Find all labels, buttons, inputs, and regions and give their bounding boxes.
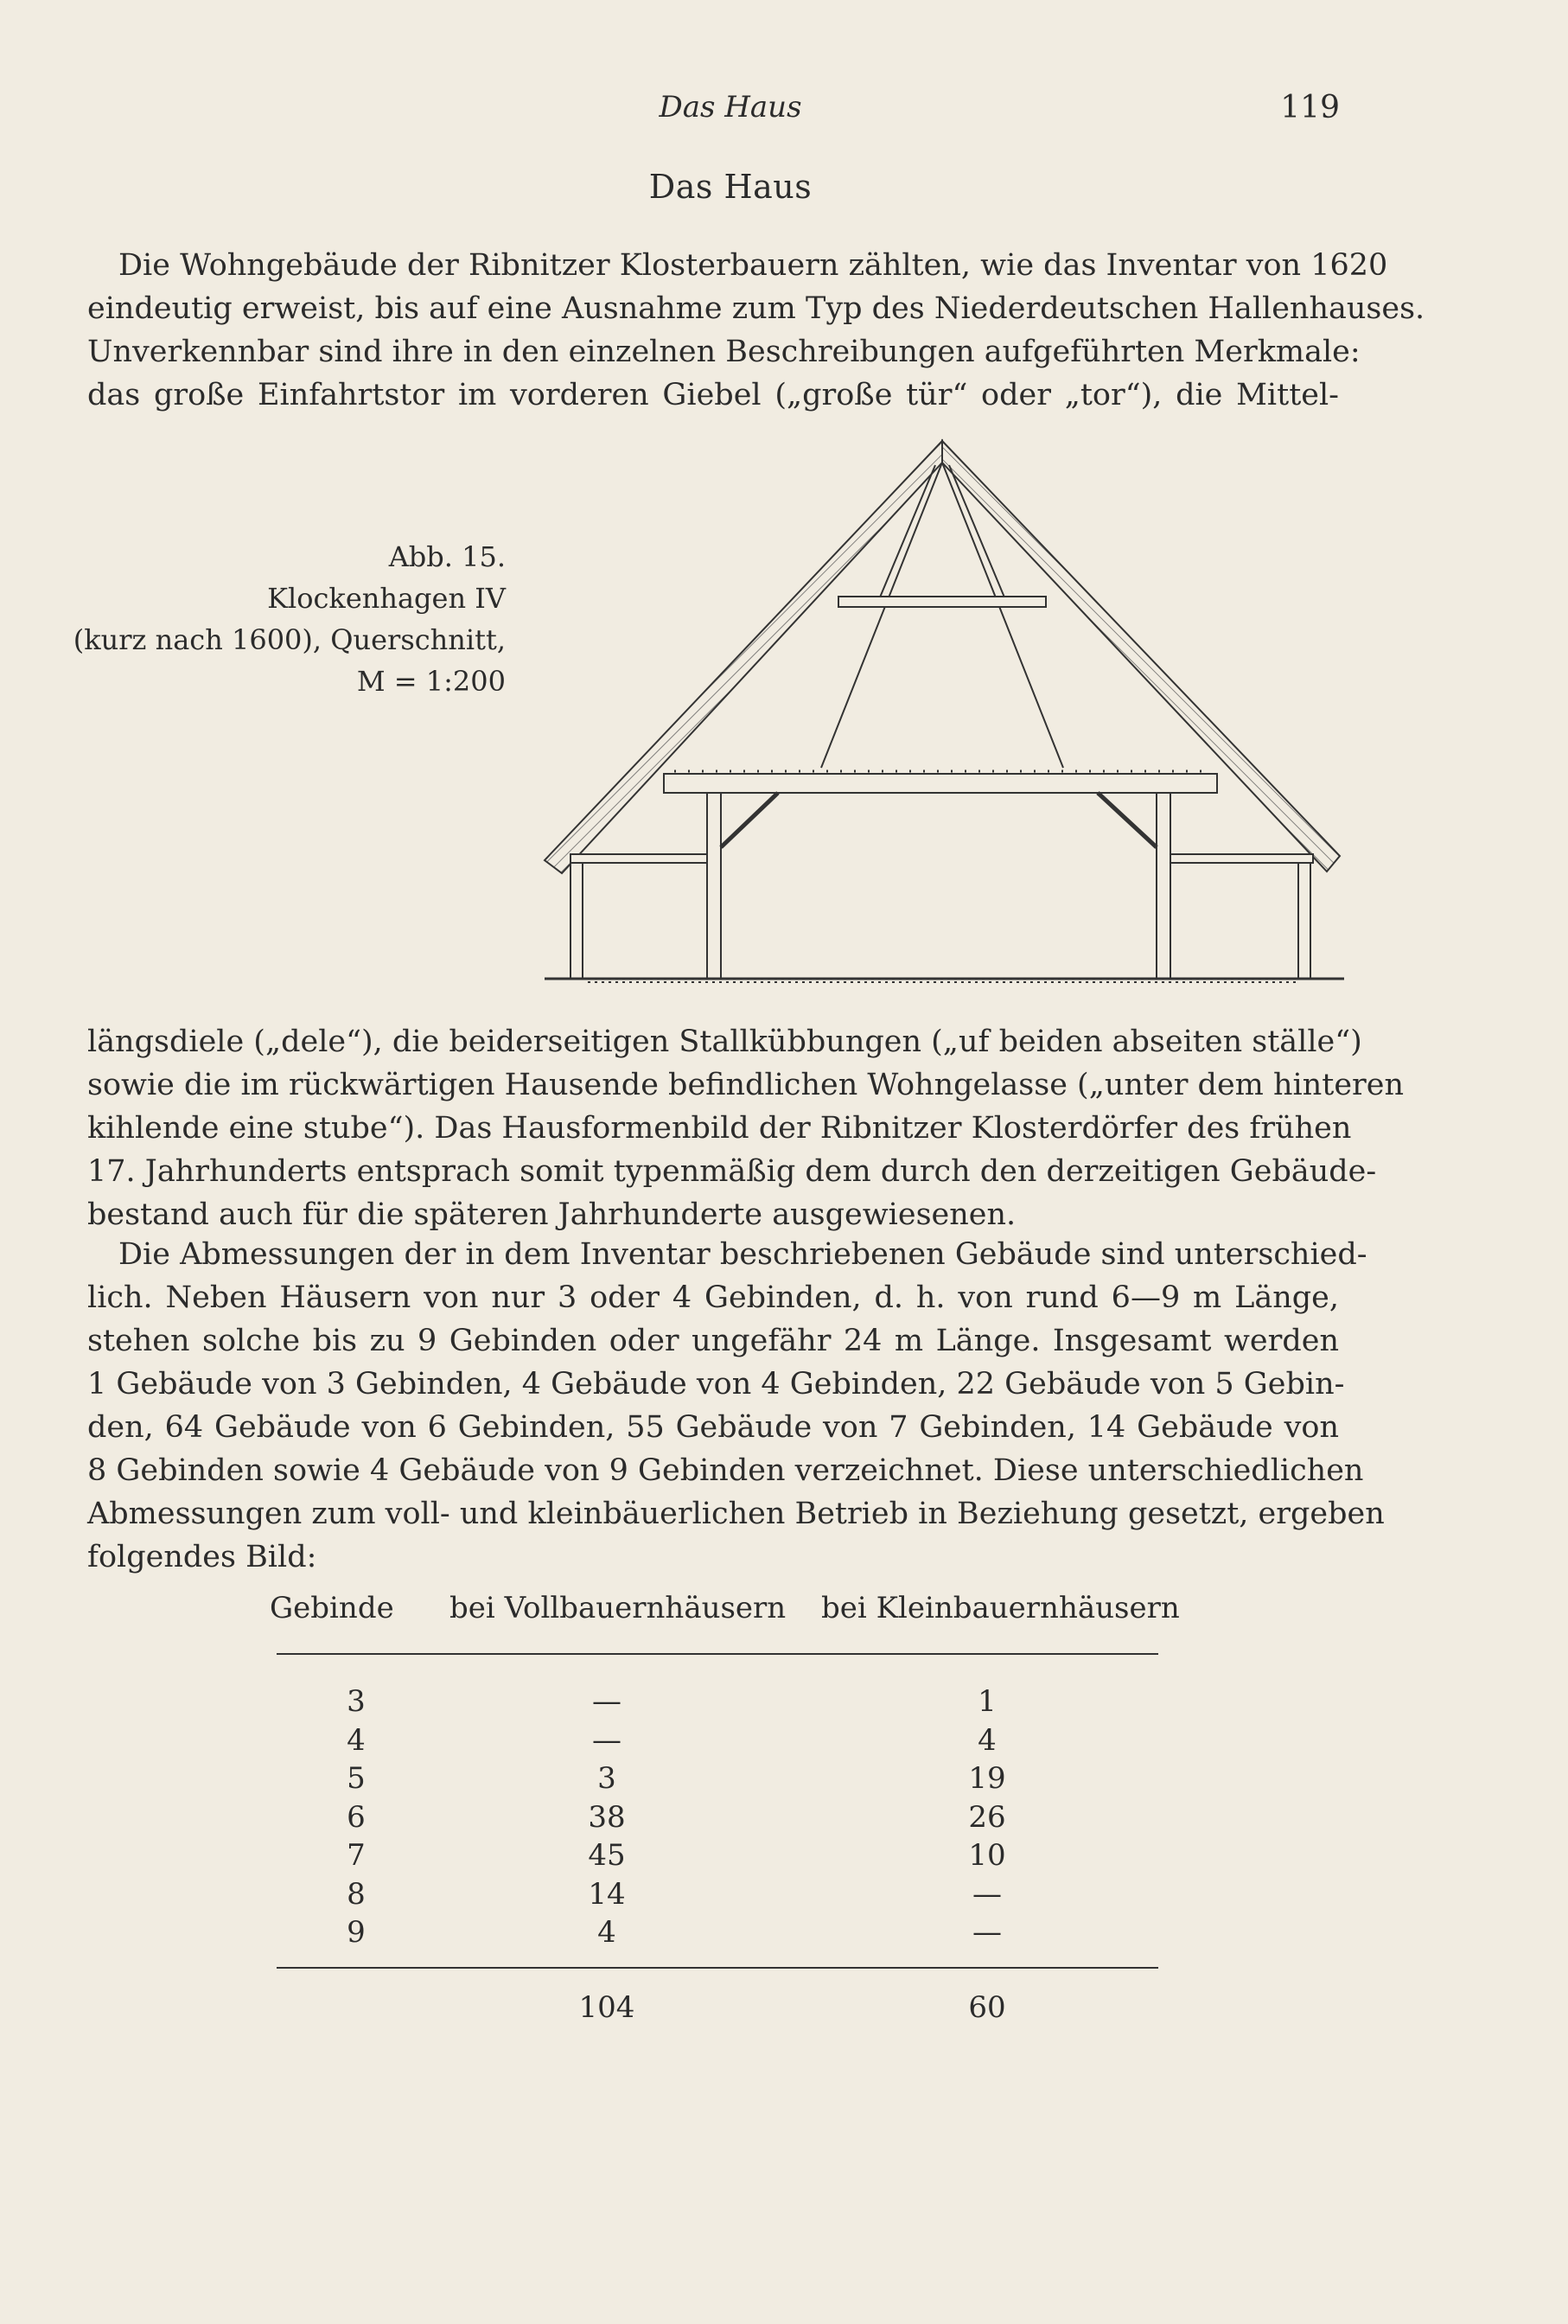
table-rule-bottom xyxy=(277,1967,1158,1969)
table-row xyxy=(270,1723,1151,1762)
total-kleinbauern: 60 xyxy=(968,1990,1006,2025)
table-row xyxy=(270,1684,1151,1723)
table-cell: 6 xyxy=(347,1799,366,1835)
text-line: längsdiele („dele“), die beiderseitigen Stallkübbungen („uf beiden abseiten ställe“) xyxy=(87,1025,1362,1059)
text-line: sowie die im rückwärtigen Hausende befindlichen Wohngelasse („unter dem hinteren xyxy=(87,1068,1405,1102)
table-cell: 7 xyxy=(347,1838,366,1873)
figure-caption xyxy=(52,536,506,702)
table-rule-top xyxy=(277,1653,1158,1655)
house-cross-section-drawing xyxy=(536,432,1348,1003)
caption-line: Abb. 15. xyxy=(388,540,506,573)
header-gebinde: Gebinde xyxy=(270,1591,394,1625)
page-number: 119 xyxy=(1280,90,1340,125)
left-roof-thatch xyxy=(545,441,942,873)
caption-line: (kurz nach 1600), Querschnitt, xyxy=(73,623,506,656)
tie-beam xyxy=(664,774,1217,793)
table-cell: 4 xyxy=(597,1915,616,1950)
table-cell: — xyxy=(972,1876,1002,1912)
inner-post-right xyxy=(1157,793,1170,979)
running-head-title: Das Haus xyxy=(659,90,802,124)
text-line: lich. Neben Häusern von nur 3 oder 4 Gebinden, d. h. von rund 6—9 m Länge, xyxy=(87,1280,1339,1315)
table-body xyxy=(270,1684,1151,1954)
table-cell: 3 xyxy=(347,1684,366,1719)
text-line: Die Abmessungen der in dem Inventar beschriebenen Gebäude sind unterschied- xyxy=(118,1237,1367,1272)
table-row xyxy=(270,1915,1151,1954)
table-totals-row xyxy=(270,1990,1151,2034)
text-line: kihlende eine stube“). Das Hausformenbild der Ribnitzer Klosterdörfer des frühen xyxy=(87,1111,1352,1146)
text-line: eindeutig erweist, bis auf eine Ausnahme zum Typ des Niederdeutschen Hallenhauses. xyxy=(87,291,1425,326)
table-cell: 10 xyxy=(968,1838,1006,1873)
table-header xyxy=(270,1591,1180,1639)
text-line: Unverkennbar sind ihre in den einzelnen Beschreibungen aufgeführten Merkmale: xyxy=(87,335,1361,369)
collar-beam xyxy=(838,597,1046,607)
text-line: folgendes Bild: xyxy=(87,1540,317,1574)
text-line: Abmessungen zum voll- und kleinbäuerlichen Betrieb in Beziehung gesetzt, ergeben xyxy=(87,1497,1385,1531)
table-cell: 8 xyxy=(347,1876,366,1912)
text-line: 17. Jahrhunderts entsprach somit typenmäßig dem durch den derzeitigen Gebäude- xyxy=(87,1154,1377,1189)
text-line: 1 Gebäude von 3 Gebinden, 4 Gebäude von 4 Gebinden, 22 Gebäude von 5 Gebin- xyxy=(87,1367,1345,1401)
text-line: stehen solche bis zu 9 Gebinden oder ungefähr 24 m Länge. Insgesamt werden xyxy=(87,1324,1339,1358)
paragraph-3 xyxy=(87,1233,1385,1579)
text-line: den, 64 Gebäude von 6 Gebinden, 55 Gebäude von 7 Gebinden, 14 Gebäude von xyxy=(87,1410,1339,1445)
table-cell: 1 xyxy=(978,1684,997,1719)
table-cell: 3 xyxy=(597,1761,616,1796)
table-cell: 38 xyxy=(588,1799,626,1835)
table-row xyxy=(270,1761,1151,1800)
total-vollbauern: 104 xyxy=(578,1990,635,2025)
caption-line: Klockenhagen IV xyxy=(267,582,506,615)
table-cell: — xyxy=(972,1915,1002,1950)
table-cell: 9 xyxy=(347,1915,366,1950)
outer-wall-left xyxy=(570,863,583,979)
table-cell: 26 xyxy=(968,1799,1006,1835)
text-line: bestand auch für die späteren Jahrhunderte ausgewiesenen. xyxy=(87,1197,1017,1232)
paragraph-2 xyxy=(87,1020,1405,1236)
table-cell: 4 xyxy=(347,1722,366,1758)
gebinde-table xyxy=(270,1591,1180,2025)
table-row xyxy=(270,1838,1151,1877)
section-title: Das Haus xyxy=(648,168,813,206)
table-cell: 5 xyxy=(347,1761,366,1796)
table-cell: — xyxy=(592,1722,621,1758)
table-row xyxy=(270,1800,1151,1839)
table-cell: — xyxy=(592,1684,621,1719)
text-line: Die Wohngebäude der Ribnitzer Klosterbauern zählten, wie das Inventar von 1620 xyxy=(118,248,1388,283)
inner-post-left xyxy=(707,793,721,979)
paragraph-1 xyxy=(87,244,1425,417)
table-cell: 4 xyxy=(978,1722,997,1758)
table-cell: 19 xyxy=(968,1761,1006,1796)
header-vollbauern: bei Vollbauernhäusern xyxy=(449,1591,787,1625)
right-roof-thatch xyxy=(942,441,1340,872)
outer-wall-right xyxy=(1298,863,1310,979)
caption-line: M = 1:200 xyxy=(356,665,506,698)
running-head xyxy=(121,90,1340,133)
left-aisle-beam xyxy=(570,854,707,863)
right-aisle-beam xyxy=(1170,854,1313,863)
text-line: das große Einfahrtstor im vorderen Giebel („große tür“ oder „tor“), die Mittel- xyxy=(87,378,1339,412)
table-cell: 14 xyxy=(588,1876,626,1912)
table-row xyxy=(270,1877,1151,1916)
table-cell: 45 xyxy=(588,1838,626,1873)
header-kleinbauern: bei Kleinbauernhäusern xyxy=(821,1591,1180,1625)
text-line: 8 Gebinden sowie 4 Gebäude von 9 Gebinden verzeichnet. Diese unterschiedlichen xyxy=(87,1453,1364,1488)
